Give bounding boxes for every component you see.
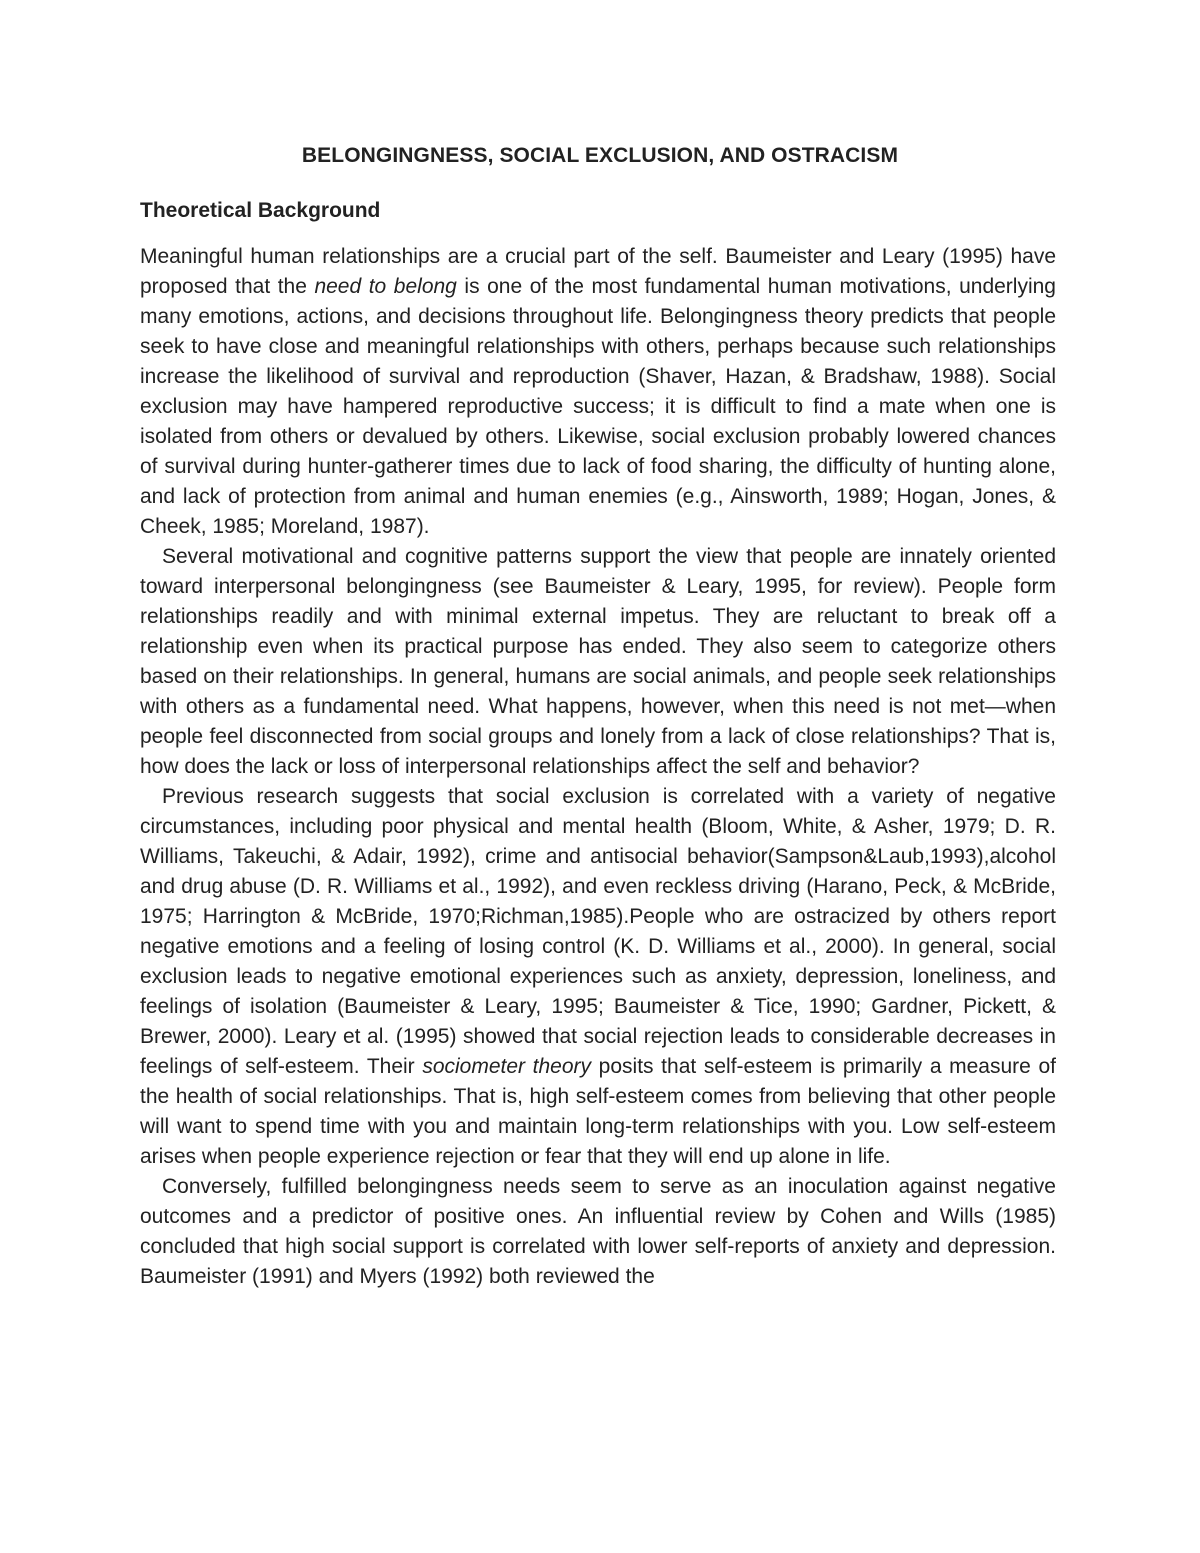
document-title-text: BELONGINGNESS, SOCIAL EXCLUSION, AND OSTRACISM bbox=[301, 144, 899, 167]
paragraph-3-text-a: Previous research suggests that social exclusion is correlated with a variety of negative circumstances, including poor physical and mental health (Bloom, White, & Asher, 1979; D. R. Williams, Takeuchi, & Adair, 1992), crime and antisocial behavior(Sampson&Laub,1993),alcohol and drug abuse (D. R. Williams et al., 1992), and even reckless driving (Harano, Peck, & McBride, 1975; Harrington & McBride, 1970;Richman,1985).People who are ostracized by others report negative emotions and a feeling of losing control (K. D. Williams et al., 2000). In general, social exclusion leads to negative emotional experiences such as anxiety, depression, loneliness, and feelings of isolation (Baumeister & Leary, 1995; Baumeister & Tice, 1990; Gardner, Pickett, & Brewer, 2000). Leary et al. (1995) showed that social rejection leads to considerable decreases in feelings of self-esteem. Their bbox=[140, 785, 1056, 1078]
paragraph-3-emphasis: sociometer theory bbox=[422, 1055, 592, 1078]
paragraph-1-emphasis: need to belong bbox=[314, 275, 457, 298]
paragraph-3-text-b: posits that self-esteem is primarily a measure of the health of social relationships. That is, high self-esteem comes from believing that other people will want to spend time with you and maintain long-term relationships with you. Low self-esteem arises when people experience rejection or fear that they will end up alone in life. bbox=[140, 1055, 1056, 1168]
document-body bbox=[140, 242, 1056, 1292]
paragraph-4: Conversely, fulfilled belongingness needs seem to serve as an inoculation against negative outcomes and a predictor of positive ones. An influential review by Cohen and Wills (1985) concluded that high social support is correlated with lower self-reports of anxiety and depression. Baumeister (1991) and Myers (1992) both reviewed the bbox=[140, 1175, 1056, 1288]
paragraph-1-text-a: Meaningful human relationships are a crucial part of the self. Baumeister and Leary (1995) have proposed that the bbox=[140, 245, 1056, 298]
paragraph-2: Several motivational and cognitive patterns support the view that people are innately oriented toward interpersonal belongingness (see Baumeister & Leary, 1995, for review). People form relationships readily and with minimal external impetus. They are reluctant to break off a relationship even when its practical purpose has ended. They also seem to categorize others based on their relationships. In general, humans are social animals, and people seek relationships with others as a fundamental need. What happens, however, when this need is not met—when people feel disconnected from social groups and lonely from a lack of close relationships? That is, how does the lack or loss of interpersonal relationships affect the self and behavior? bbox=[140, 545, 1056, 778]
paragraph-1 bbox=[140, 242, 1056, 542]
paragraph-1-text-b: is one of the most fundamental human motivations, underlying many emotions, actions, and decisions throughout life. Belongingness theory predicts that people seek to have close and meaningful relationships with others, perhaps because such relationships increase the likelihood of survival and reproduction (Shaver, Hazan, & Bradshaw, 1988). Social exclusion may have hampered reproductive success; it is difficult to find a mate when one is isolated from others or devalued by others. Likewise, social exclusion probably lowered chances of survival during hunter-gatherer times due to lack of food sharing, the difficulty of hunting alone, and lack of protection from animal and human enemies (e.g., Ainsworth, 1989; Hogan, Jones, & Cheek, 1985; Moreland, 1987). bbox=[140, 275, 1056, 538]
section-heading: Theoretical Background bbox=[140, 199, 381, 222]
paragraph-3 bbox=[140, 782, 1056, 1172]
document-title bbox=[0, 141, 1200, 171]
